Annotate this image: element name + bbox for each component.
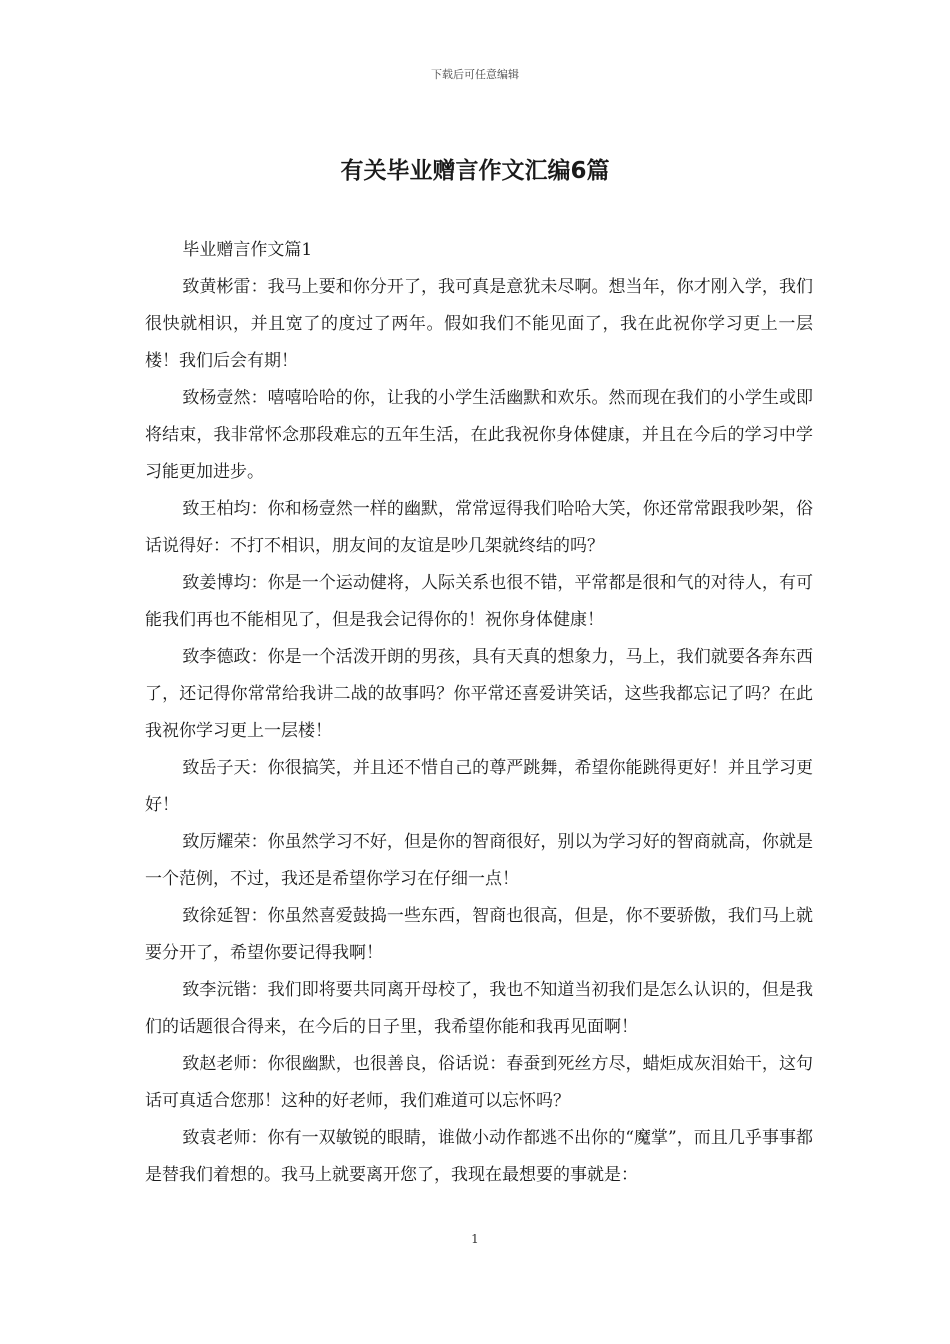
paragraph: 致黄彬雷：我马上要和你分开了，我可真是意犹未尽啊。想当年，你才刚入学，我们很快就相识，并且宽了的度过了两年。假如我们不能见面了，我在此祝你学习更上一层楼！我们后会有期！ — [145, 277, 813, 371]
document-body — [145, 232, 813, 1194]
paragraph: 致岳子天：你很搞笑，并且还不惜自己的尊严跳舞，希望你能跳得更好！并且学习更好！ — [145, 758, 813, 815]
paragraph: 致厉耀荣：你虽然学习不好，但是你的智商很好，别以为学习好的智商就高，你就是一个范例，不过，我还是希望你学习在仔细一点！ — [145, 832, 813, 889]
header-note: 下载后可任意编辑 — [431, 68, 519, 81]
section-heading: 毕业赠言作文篇1 — [182, 240, 313, 260]
paragraph: 致姜博均：你是一个运动健将，人际关系也很不错，平常都是很和气的对待人，有可能我们再也不能相见了，但是我会记得你的！祝你身体健康！ — [145, 573, 813, 630]
document-title: 有关毕业赠言作文汇编6篇 — [340, 158, 610, 184]
paragraph: 致袁老师：你有一双敏锐的眼睛，谁做小动作都逃不出你的“魔掌”，而且几乎事事都是替我们着想的。我马上就要离开您了，我现在最想要的事就是： — [145, 1128, 813, 1185]
page-number: 1 — [471, 1232, 479, 1246]
paragraph: 致李德政：你是一个活泼开朗的男孩，具有天真的想象力，马上，我们就要各奔东西了，还记得你常常给我讲二战的故事吗？你平常还喜爱讲笑话，这些我都忘记了吗？在此我祝你学习更上一层楼！ — [145, 647, 813, 741]
paragraph: 致王柏均：你和杨壹然一样的幽默，常常逗得我们哈哈大笑，你还常常跟我吵架，俗话说得好：不打不相识，朋友间的友谊是吵几架就终结的吗？ — [145, 499, 813, 556]
paragraph: 致徐延智：你虽然喜爱鼓捣一些东西，智商也很高，但是，你不要骄傲，我们马上就要分开了，希望你要记得我啊！ — [145, 906, 813, 963]
paragraph: 致赵老师：你很幽默，也很善良，俗话说：春蚕到死丝方尽，蜡炬成灰泪始干，这句话可真适合您那！这种的好老师，我们难道可以忘怀吗？ — [145, 1054, 813, 1111]
paragraph: 致李沅锴：我们即将要共同离开母校了，我也不知道当初我们是怎么认识的，但是我们的话题很合得来，在今后的日子里，我希望你能和我再见面啊！ — [145, 980, 813, 1037]
paragraph: 致杨壹然：嘻嘻哈哈的你，让我的小学生活幽默和欢乐。然而现在我们的小学生或即将结束，我非常怀念那段难忘的五年生活，在此我祝你身体健康，并且在今后的学习中学习能更加进步。 — [145, 388, 813, 482]
